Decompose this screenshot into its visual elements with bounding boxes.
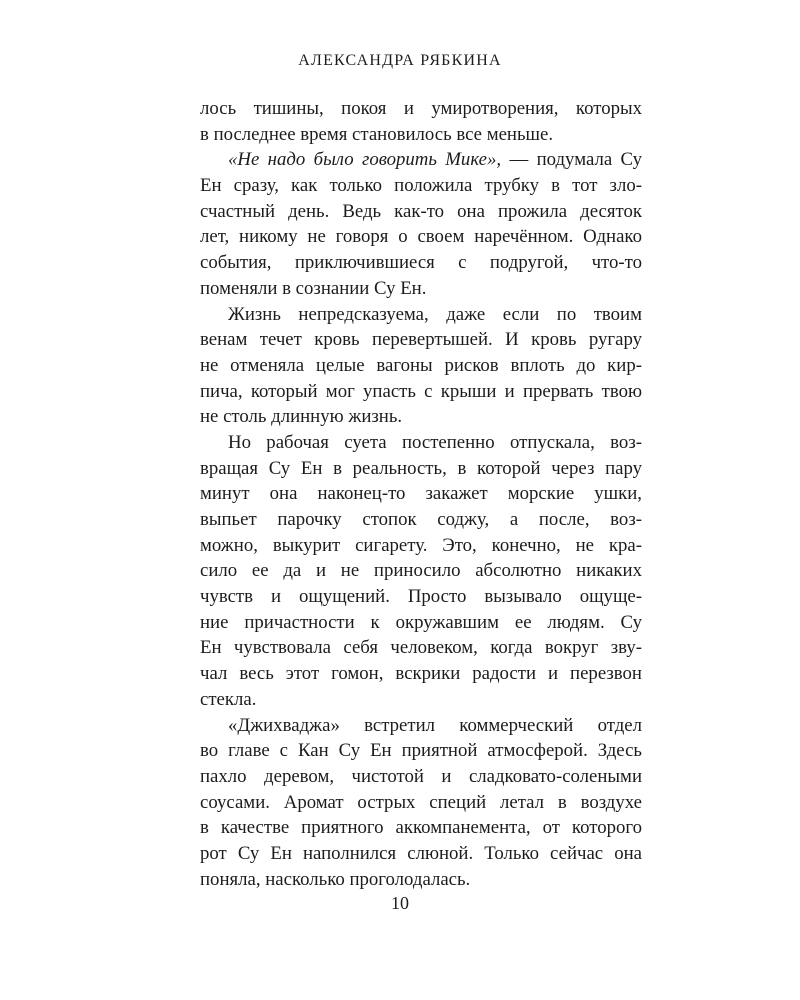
line-text: — подумала Су (501, 149, 642, 171)
text-line: соусами. Аромат острых специй летал в воздухе (200, 791, 642, 813)
text-line: сило ее да и не приносило абсолютно никаких (200, 560, 642, 582)
text-line: вращая Су Ен в реальность, в которой через пару (200, 457, 642, 479)
text-line: минут она наконец-то закажет морские ушки, (200, 483, 642, 505)
text-line: события, приключившиеся с подругой, что-то (200, 252, 642, 274)
text-line: чал весь этот гомон, вскрики радости и перезвон (200, 663, 642, 685)
body-text (200, 96, 642, 892)
text-line: поменяли в сознании Су Ен. (200, 277, 427, 299)
text-line (200, 147, 642, 173)
italic-quote: «Не надо было говорить Мике», (228, 149, 502, 171)
text-line: венам течет кровь перевертышей. И кровь ругару (200, 329, 642, 351)
text-line: пича, который мог упасть с крыши и прервать твою (200, 380, 642, 402)
text-line: не столь длинную жизнь. (200, 406, 403, 428)
page-number: 10 (391, 893, 409, 913)
text-line: Ен сразу, как только положила трубку в тот зло- (200, 175, 642, 197)
text-line: чувств и ощущений. Просто вызывало ощуще- (200, 586, 642, 608)
text-line: пахло деревом, чистотой и сладковато-солеными (200, 765, 642, 787)
text-line: стекла. (200, 688, 257, 710)
text-line: не отменяла целые вагоны рисков вплоть до кир- (200, 354, 642, 376)
text-line: можно, выкурит сигарету. Это, конечно, не кра- (200, 534, 642, 556)
text-line: лось тишины, покоя и умиротворения, которых (200, 98, 642, 119)
text-line: лет, никому не говоря о своем наречённом. Однако (200, 226, 642, 248)
text-line: Жизнь непредсказуема, даже если по твоим (228, 303, 642, 325)
text-line: поняла, насколько проголодалась. (200, 868, 471, 890)
text-line: выпьет парочку стопок соджу, а после, воз- (200, 509, 642, 530)
text-line: рот Су Ен наполнился слюной. Только сейчас она (200, 842, 642, 864)
text-line: в последнее время становилось все меньше. (200, 123, 554, 145)
text-line: Но рабочая суета постепенно отпускала, воз- (228, 431, 642, 453)
text-line: во главе с Кан Су Ен приятной атмосферой. Здесь (200, 740, 642, 762)
text-line: «Джихваджа» встретил коммерческий отдел (228, 714, 642, 736)
text-line: в качестве приятного аккомпанемента, от которого (200, 817, 642, 839)
running-header-author: АЛЕКСАНДРА РЯБКИНА (298, 52, 502, 69)
text-line: Ен чувствовала себя человеком, когда вокруг зву- (200, 637, 642, 659)
text-line: ние причастности к окружавшим ее людям. Су (200, 611, 642, 633)
text-line: счастный день. Ведь как-то она прожила десяток (200, 200, 642, 222)
